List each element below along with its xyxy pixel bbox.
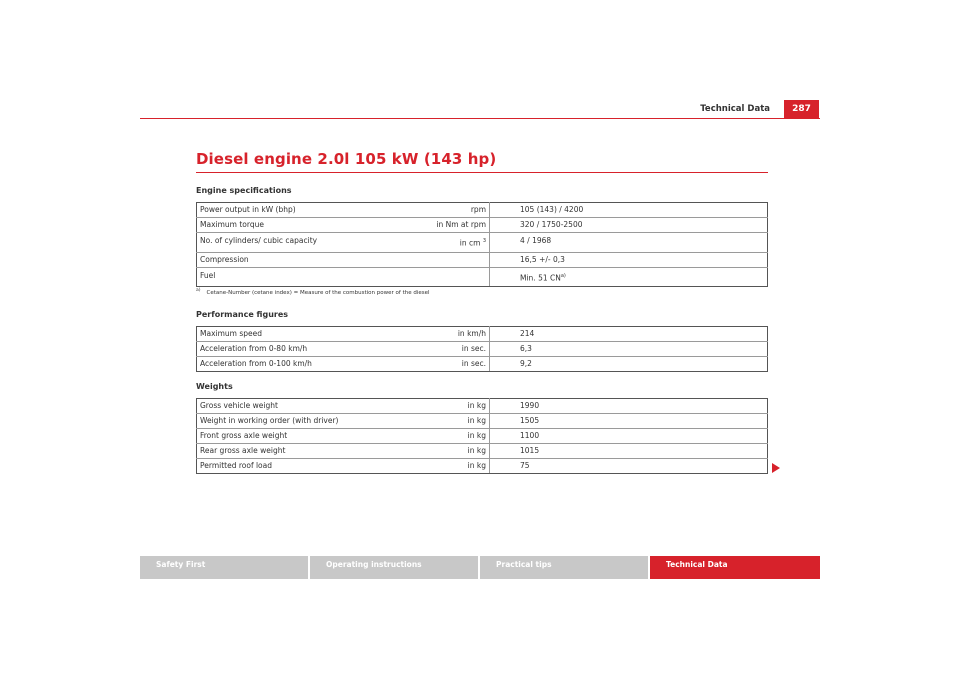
section-title: Diesel engine 2.0l 105 kW (143 hp) [196, 150, 497, 168]
table-row [197, 399, 768, 414]
spec-label: Power output in kW (bhp) [197, 203, 414, 218]
nav-tab-technical-data[interactable]: Technical Data [650, 556, 820, 579]
table-row [197, 327, 768, 342]
spec-value: 1100 [490, 429, 768, 444]
section-divider [196, 172, 768, 173]
table-row [197, 233, 768, 253]
spec-value: 16,5 +/- 0,3 [490, 252, 768, 267]
footnote [196, 288, 430, 296]
spec-value: 320 / 1750-2500 [490, 218, 768, 233]
spec-value: 4 / 1968 [490, 233, 768, 253]
weights-table [196, 398, 768, 474]
spec-value: 214 [490, 327, 768, 342]
footnote-mark: a) [196, 288, 201, 293]
weights-heading: Weights [196, 382, 233, 391]
nav-tab-safety-first[interactable]: Safety First [140, 556, 308, 579]
table-row [197, 203, 768, 218]
footnote-text: Cetane-Number (cetane index) = Measure of the combustion power of the diesel [206, 289, 430, 296]
spec-value: 75 [490, 459, 768, 474]
table-row [197, 267, 768, 287]
spec-value: 105 (143) / 4200 [490, 203, 768, 218]
spec-label: Rear gross axle weight [197, 444, 414, 459]
spec-label: Fuel [197, 267, 414, 287]
table-row [197, 444, 768, 459]
spec-unit: in sec. [413, 357, 490, 372]
spec-unit: in km/h [413, 327, 490, 342]
nav-tab-practical-tips[interactable]: Practical tips [480, 556, 648, 579]
spec-label: No. of cylinders/ cubic capacity [197, 233, 414, 253]
spec-unit: in kg [413, 459, 490, 474]
spec-unit: in kg [413, 399, 490, 414]
spec-value-cell [490, 267, 768, 287]
spec-unit: in sec. [413, 342, 490, 357]
table-row [197, 252, 768, 267]
spec-value: 1505 [490, 414, 768, 429]
spec-unit [413, 252, 490, 267]
spec-value: 1015 [490, 444, 768, 459]
unit-superscript: 3 [482, 238, 486, 244]
table-row [197, 357, 768, 372]
table-row [197, 429, 768, 444]
spec-label: Maximum torque [197, 218, 414, 233]
engine-specs-table [196, 202, 768, 287]
nav-tab-operating-instructions[interactable]: Operating instructions [310, 556, 478, 579]
table-row [197, 414, 768, 429]
spec-unit: rpm [413, 203, 490, 218]
continue-arrow-icon[interactable] [772, 463, 780, 473]
spec-unit: in kg [413, 414, 490, 429]
spec-value: 9,2 [490, 357, 768, 372]
performance-heading: Performance figures [196, 310, 289, 319]
table-row [197, 459, 768, 474]
performance-table [196, 326, 768, 372]
spec-value: Min. 51 CN [520, 273, 561, 282]
spec-unit: in kg [413, 444, 490, 459]
header-divider [140, 118, 820, 119]
footnote-ref: a) [560, 272, 566, 279]
spec-unit: in kg [413, 429, 490, 444]
spec-label: Maximum speed [197, 327, 414, 342]
spec-label: Acceleration from 0-80 km/h [197, 342, 414, 357]
spec-label: Acceleration from 0-100 km/h [197, 357, 414, 372]
spec-unit-cell [413, 233, 490, 253]
spec-label: Permitted roof load [197, 459, 414, 474]
spec-value: 6,3 [490, 342, 768, 357]
spec-label: Gross vehicle weight [197, 399, 414, 414]
table-row [197, 342, 768, 357]
header-title: Technical Data [700, 104, 770, 114]
spec-label: Weight in working order (with driver) [197, 414, 414, 429]
spec-unit: in Nm at rpm [413, 218, 490, 233]
table-row [197, 218, 768, 233]
page-number: 287 [784, 100, 819, 118]
engine-specs-heading: Engine specifications [196, 186, 292, 195]
spec-label: Compression [197, 252, 414, 267]
spec-unit [413, 267, 490, 287]
spec-value: 1990 [490, 399, 768, 414]
spec-unit: in cm [459, 238, 481, 248]
spec-label: Front gross axle weight [197, 429, 414, 444]
